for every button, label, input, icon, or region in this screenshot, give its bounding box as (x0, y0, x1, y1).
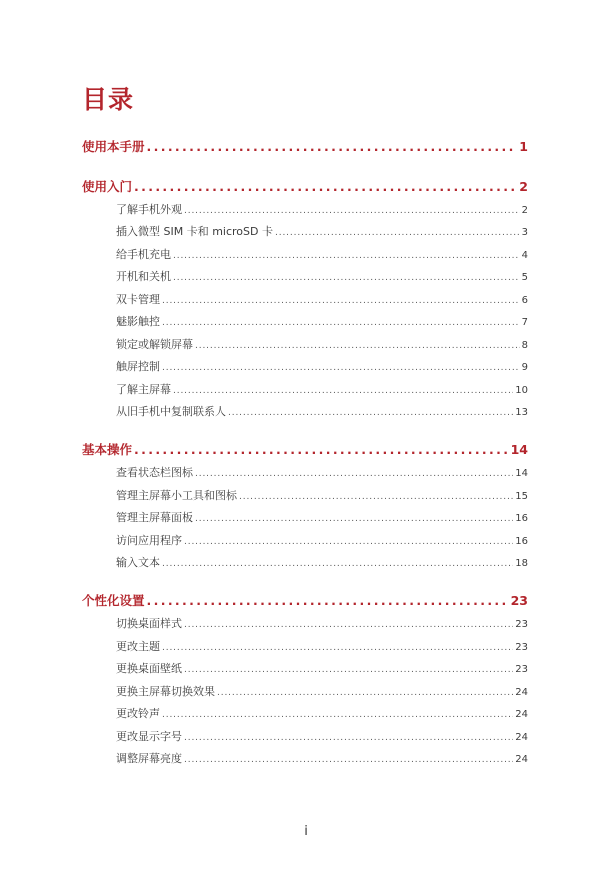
toc-section[interactable] (116, 358, 528, 374)
toc-section[interactable] (116, 268, 528, 284)
toc-section[interactable] (116, 615, 528, 631)
toc-dot-leader (162, 363, 520, 373)
toc-section[interactable] (116, 638, 528, 654)
toc-chapter-page: 2 (519, 179, 528, 194)
toc-section-page: 16 (515, 513, 528, 524)
toc-section-page: 23 (515, 619, 528, 630)
toc-section-label: 给手机充电 (116, 248, 171, 261)
toc-section-page: 23 (515, 642, 528, 653)
footer-page-number: i (304, 824, 308, 839)
toc-section-page: 24 (515, 709, 528, 720)
toc-section[interactable] (116, 201, 528, 217)
toc-section-label: 切换桌面样式 (116, 617, 182, 630)
toc-section-label: 锁定或解锁屏幕 (116, 338, 193, 351)
toc-section-page: 9 (521, 362, 528, 373)
toc-section-page: 24 (515, 732, 528, 743)
toc-dot-leader (147, 139, 518, 154)
toc-section-label: 更换桌面壁纸 (116, 662, 182, 675)
toc-section[interactable] (116, 750, 528, 766)
toc-section-page: 18 (515, 558, 528, 569)
toc-dot-leader (162, 318, 520, 328)
toc-chapter-label: 基本操作 (82, 442, 133, 457)
toc-dot-leader (217, 688, 513, 698)
toc-chapter-page: 23 (510, 593, 528, 608)
toc-section-page: 8 (521, 340, 528, 351)
toc-dot-leader (134, 179, 517, 194)
toc-section-label: 了解主屏幕 (116, 383, 171, 396)
toc-dot-leader (184, 537, 513, 547)
toc-dot-leader (195, 514, 513, 524)
toc-dot-leader (162, 710, 513, 720)
toc-section-label: 访问应用程序 (116, 534, 182, 547)
toc-section-label: 输入文本 (116, 556, 160, 569)
toc-dot-leader (173, 273, 520, 283)
toc-dot-leader (228, 408, 513, 418)
toc-section-label: 更改铃声 (116, 707, 160, 720)
toc-section-page: 2 (521, 205, 528, 216)
toc-section-page: 3 (521, 227, 528, 238)
toc-dot-leader (162, 296, 520, 306)
toc-section[interactable] (116, 464, 528, 480)
toc-section-label: 双卡管理 (116, 293, 160, 306)
toc-dot-leader (184, 733, 513, 743)
toc-dot-leader (195, 341, 520, 351)
toc-section[interactable] (116, 381, 528, 397)
toc-section-page: 7 (521, 317, 528, 328)
toc-section-page: 23 (515, 664, 528, 675)
toc-chapter[interactable] (82, 137, 528, 155)
toc-section-page: 14 (515, 468, 528, 479)
toc-section[interactable] (116, 313, 528, 329)
toc-section-page: 24 (515, 754, 528, 765)
toc-section[interactable] (116, 728, 528, 744)
toc-dot-leader (184, 206, 520, 216)
toc-section-page: 4 (521, 250, 528, 261)
toc-dot-leader (162, 643, 513, 653)
toc-dot-leader (195, 469, 513, 479)
toc-section-label: 查看状态栏图标 (116, 466, 193, 479)
page-title: 目录 (82, 85, 135, 114)
toc-dot-leader (275, 228, 520, 238)
toc-section[interactable] (116, 336, 528, 352)
toc-section-page: 5 (521, 272, 528, 283)
toc-dot-leader (184, 620, 513, 630)
toc-dot-leader (184, 755, 513, 765)
toc-section[interactable] (116, 403, 528, 419)
toc-section[interactable] (116, 554, 528, 570)
toc-chapter-label: 个性化设置 (82, 593, 145, 608)
toc-section-page: 24 (515, 687, 528, 698)
toc-section[interactable] (116, 532, 528, 548)
toc-section-label: 调整屏幕亮度 (116, 752, 182, 765)
toc-dot-leader (173, 386, 513, 396)
toc-section[interactable] (116, 683, 528, 699)
toc-section-label: 管理主屏幕面板 (116, 511, 193, 524)
toc-section-page: 15 (515, 491, 528, 502)
toc-section-label: 开机和关机 (116, 270, 171, 283)
toc-chapter-page: 1 (519, 139, 528, 154)
toc-section-label: 更换主屏幕切换效果 (116, 685, 215, 698)
toc-dot-leader (184, 665, 513, 675)
toc-section-label: 从旧手机中复制联系人 (116, 405, 226, 418)
toc-chapter[interactable] (82, 177, 528, 195)
toc-section[interactable] (116, 291, 528, 307)
toc-chapter[interactable] (82, 591, 528, 609)
toc-chapter-label: 使用入门 (82, 179, 133, 194)
toc-section[interactable] (116, 487, 528, 503)
toc-dot-leader (173, 251, 520, 261)
toc-chapter-page: 14 (510, 442, 528, 457)
toc-section-label: 更改主题 (116, 640, 160, 653)
toc-chapter-label: 使用本手册 (82, 139, 145, 154)
toc-section-page: 10 (515, 385, 528, 396)
toc-chapter[interactable] (82, 440, 528, 458)
toc-section[interactable] (116, 246, 528, 262)
toc-section-label: 更改显示字号 (116, 730, 182, 743)
toc-section[interactable] (116, 705, 528, 721)
toc-section[interactable] (116, 660, 528, 676)
toc-section-label: 了解手机外观 (116, 203, 182, 216)
toc-section-page: 16 (515, 536, 528, 547)
toc-section-page: 13 (515, 407, 528, 418)
toc-dot-leader (162, 559, 513, 569)
toc-section-label: 插入微型 SIM 卡和 microSD 卡 (116, 225, 273, 238)
toc-section-page: 6 (521, 295, 528, 306)
toc-section[interactable] (116, 223, 528, 239)
toc-section-label: 魅影触控 (116, 315, 160, 328)
toc-section-label: 管理主屏幕小工具和图标 (116, 489, 237, 502)
toc-dot-leader (239, 492, 513, 502)
toc-section-label: 触屏控制 (116, 360, 160, 373)
toc-dot-leader (134, 442, 509, 457)
toc-dot-leader (147, 593, 509, 608)
toc-section[interactable] (116, 509, 528, 525)
